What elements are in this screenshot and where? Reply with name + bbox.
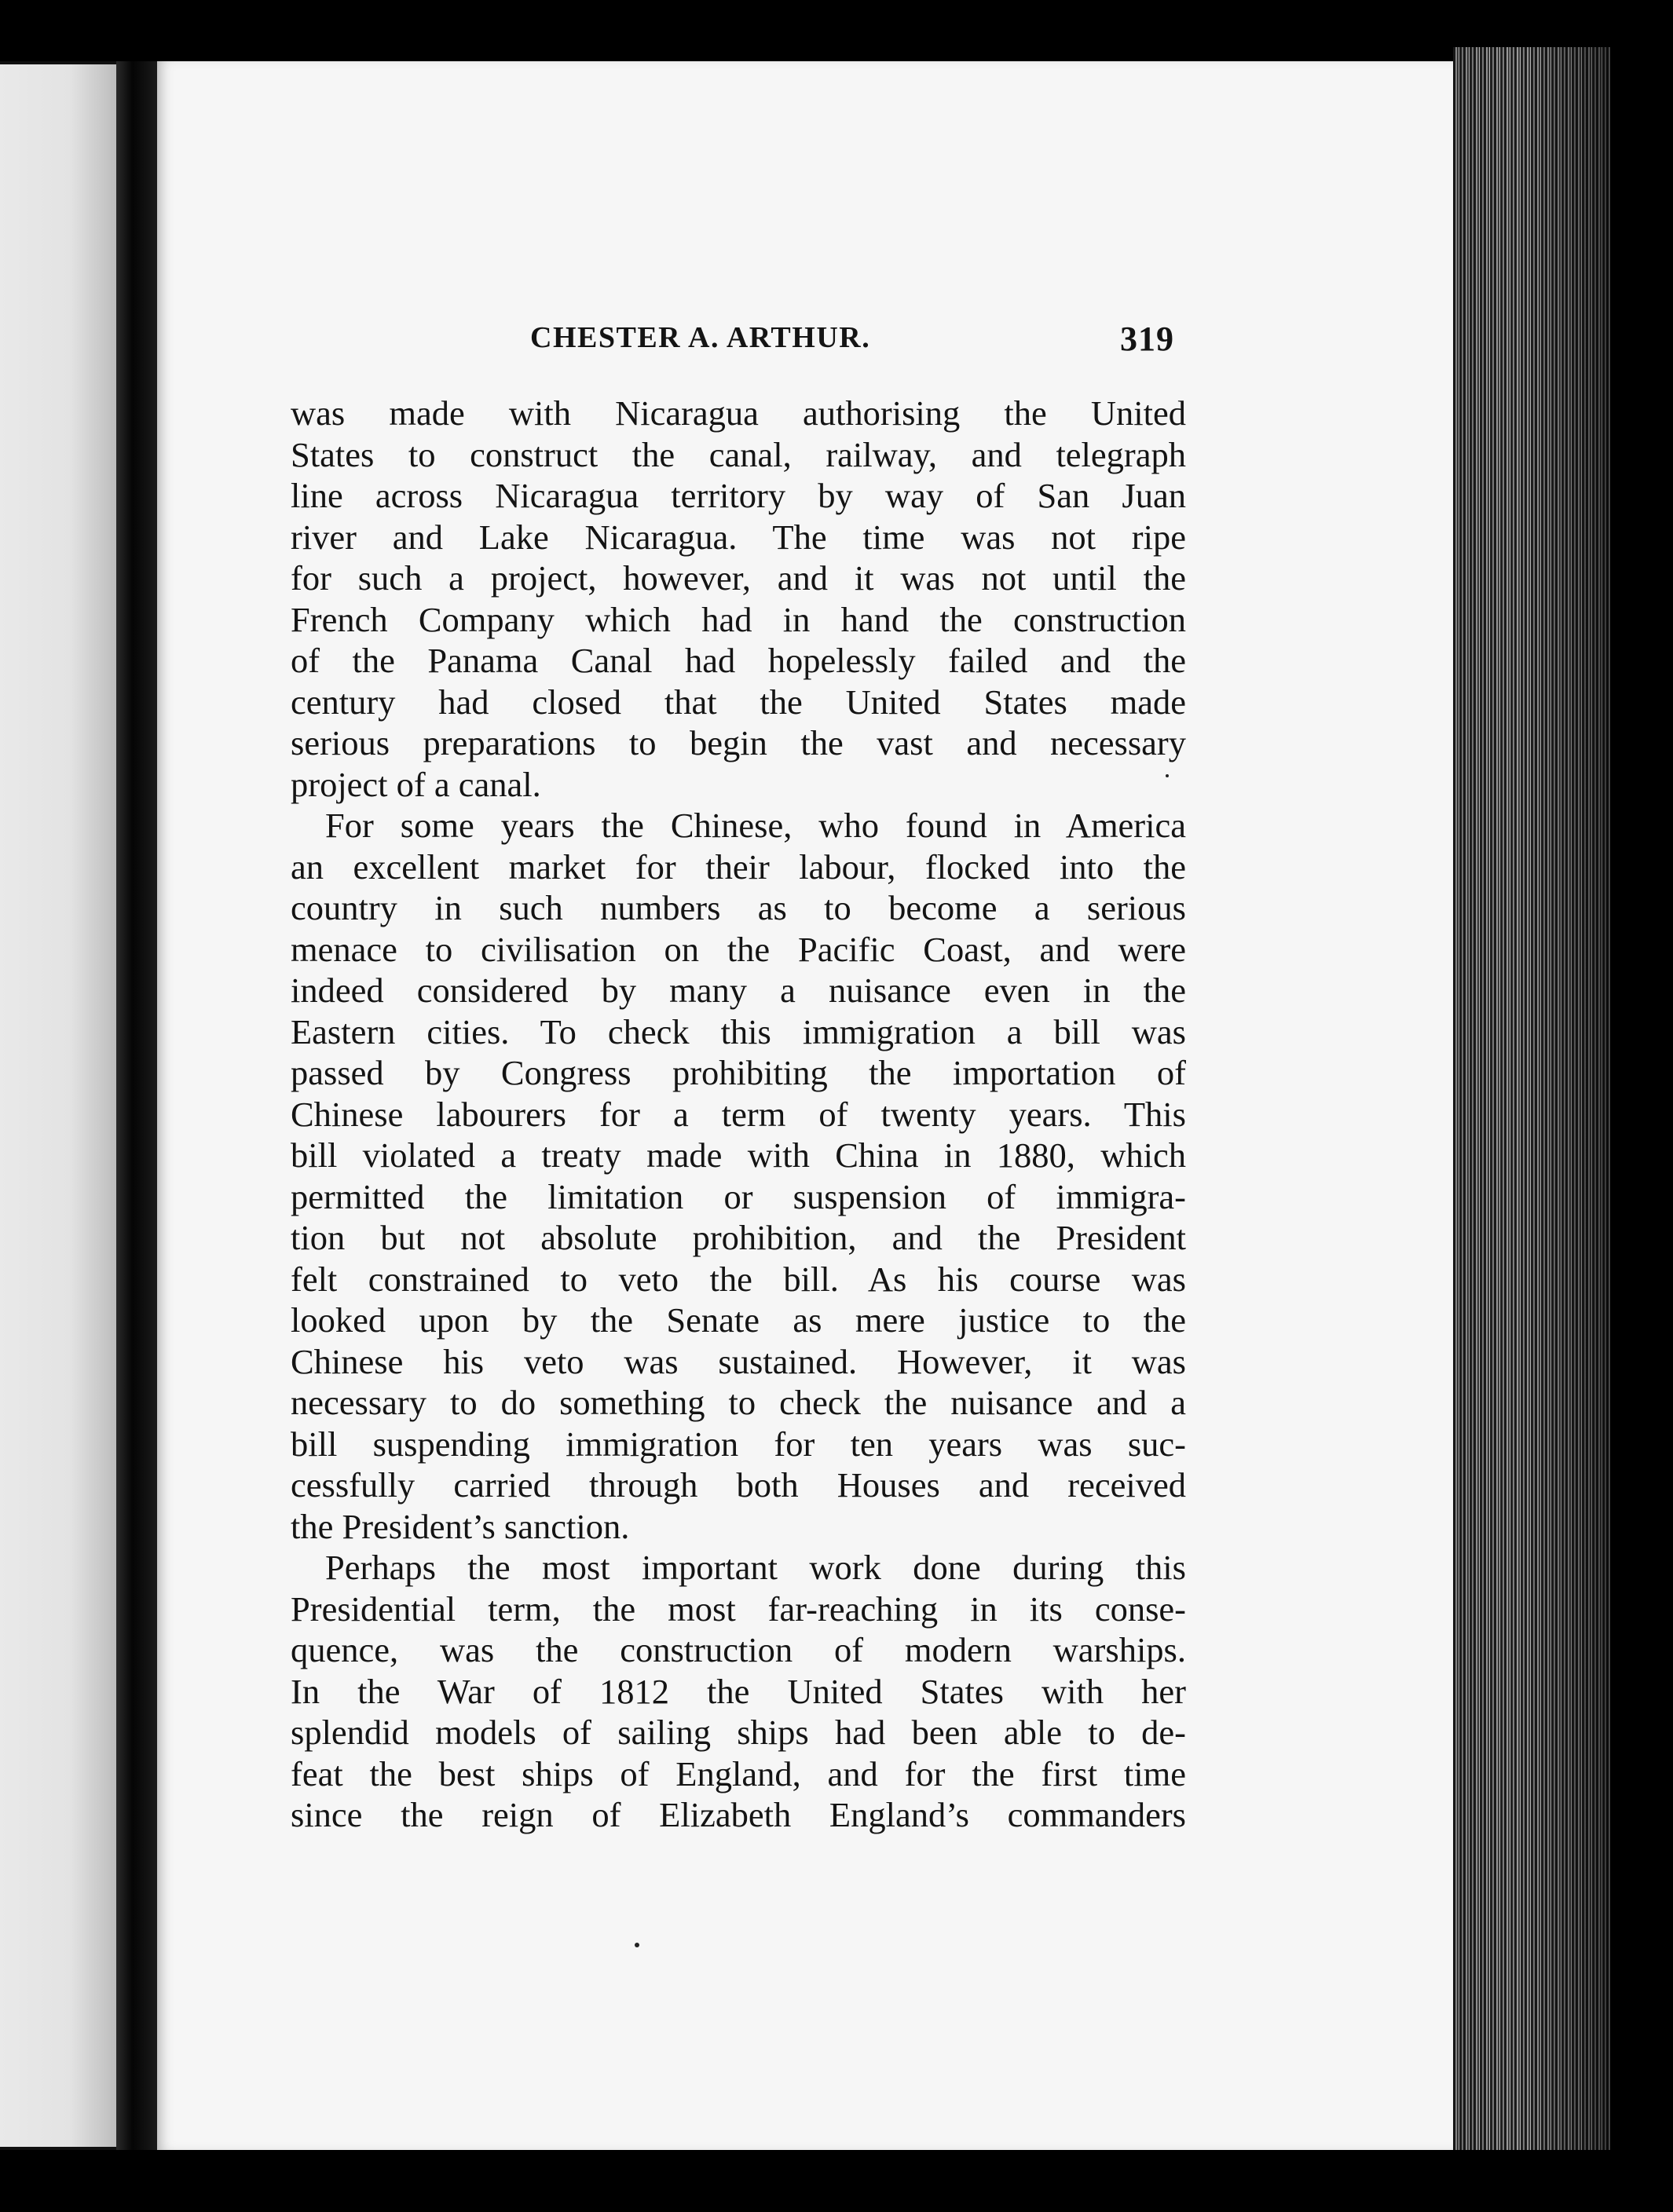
text-line: For some years the Chinese, who found in America	[325, 806, 1186, 845]
text-line: country in such numbers as to become a serious	[291, 888, 1186, 927]
text-line: Chinese labourers for a term of twenty years. This	[291, 1094, 1186, 1134]
text-line: necessary to do something to check the nuisance and a	[291, 1383, 1186, 1422]
page-number: 319	[1120, 320, 1174, 358]
text-line: river and Lake Nicaragua. The time was not ripe	[291, 517, 1186, 557]
book-gutter	[116, 61, 157, 2150]
text-line: was made with Nicaragua authorising the United	[291, 393, 1186, 433]
text-line: passed by Congress prohibiting the importation of	[291, 1053, 1186, 1092]
text-line: bill violated a treaty made with China in 1880, which	[291, 1135, 1186, 1175]
text-line: menace to civilisation on the Pacific Coast, and were	[291, 929, 1186, 969]
text-line: bill suspending immigration for ten years was suc-	[291, 1424, 1186, 1464]
text-line: felt constrained to veto the bill. As his course was	[291, 1259, 1186, 1299]
text-line: In the War of 1812 the United States with her	[291, 1671, 1186, 1711]
text-line: looked upon by the Senate as mere justice to the	[291, 1300, 1186, 1340]
text-line: line across Nicaragua territory by way of San Juan	[291, 476, 1186, 515]
left-page-edge	[0, 64, 116, 2147]
scan-speck	[1166, 774, 1169, 777]
text-line: tion but not absolute prohibition, and the President	[291, 1218, 1186, 1257]
text-line: permitted the limitation or suspension of immigra-	[291, 1176, 1186, 1216]
text-line: Perhaps the most important work done during this	[325, 1548, 1186, 1587]
text-line: feat the best ships of England, and for the first time	[291, 1753, 1186, 1793]
page-stack-shade	[1453, 47, 1610, 2159]
text-line: since the reign of Elizabeth England’s commanders	[291, 1795, 1186, 1834]
text-line: the President’s sanction.	[291, 1506, 630, 1546]
text-line: of the Panama Canal had hopelessly failed and the	[291, 641, 1186, 680]
text-line: indeed considered by many a nuisance even in the	[291, 971, 1186, 1010]
scan-border-bottom	[0, 2150, 1673, 2212]
text-line: States to construct the canal, railway, and telegraph	[291, 434, 1186, 474]
text-line: Chinese his veto was sustained. However, it was	[291, 1341, 1186, 1381]
body-text	[291, 393, 1186, 1836]
text-line: cessfully carried through both Houses and received	[291, 1465, 1186, 1505]
scan-speck	[635, 1943, 639, 1947]
text-line: splendid models of sailing ships had been able to de-	[291, 1713, 1186, 1752]
text-line: an excellent market for their labour, flocked into the	[291, 846, 1186, 887]
running-head	[530, 320, 1174, 367]
text-line: Presidential term, the most far-reaching in its conse-	[291, 1589, 1186, 1629]
text-line: French Company which had in hand the construction	[291, 599, 1186, 639]
text-line: project of a canal.	[291, 764, 541, 804]
text-line: century had closed that the United States made	[291, 682, 1186, 722]
text-line: Eastern cities. To check this immigration a bill was	[291, 1011, 1186, 1051]
text-line: for such a project, however, and it was not until the	[291, 558, 1186, 598]
text-line: serious preparations to begin the vast and necessary	[291, 723, 1186, 762]
text-line: quence, was the construction of modern warships.	[291, 1630, 1186, 1669]
running-title: CHESTER A. ARTHUR.	[530, 321, 871, 354]
